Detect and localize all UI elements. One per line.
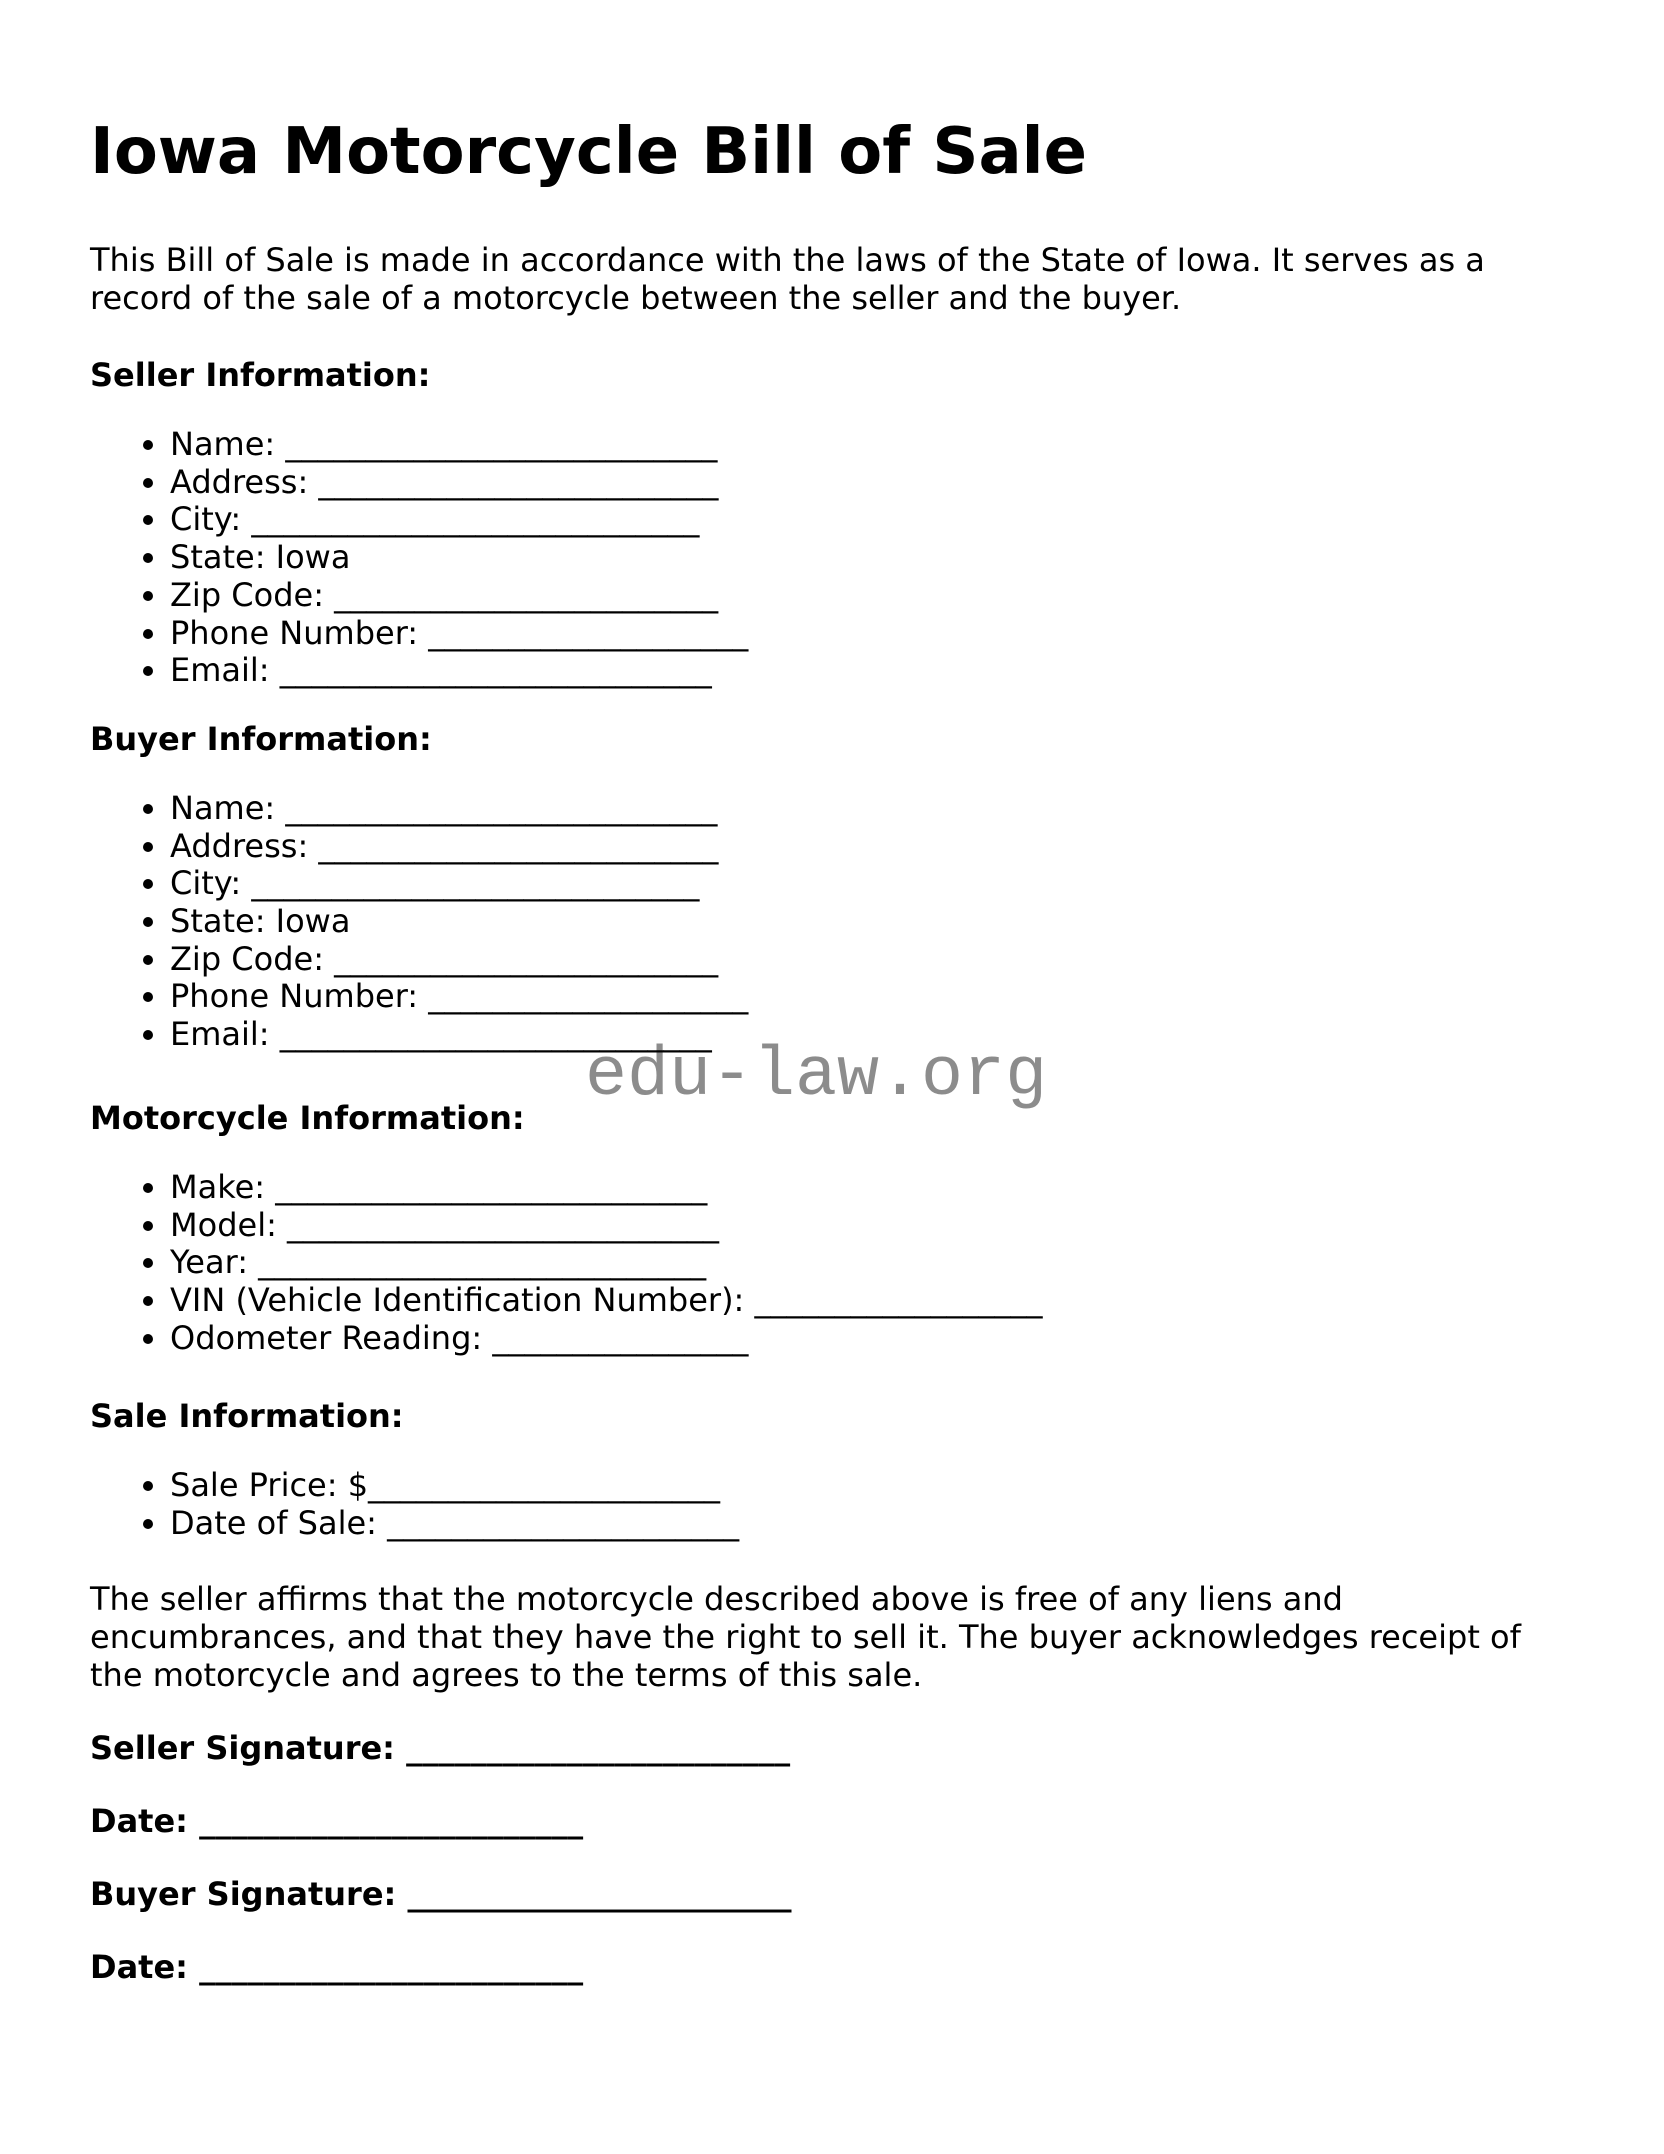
sale-information-list bbox=[90, 1467, 1574, 1542]
sale-field-sale-price: • Sale Price: $______________________ bbox=[170, 1467, 1574, 1505]
seller-signature-date-line: Date: ________________________ bbox=[90, 1801, 584, 1840]
seller-information-list bbox=[90, 426, 1574, 690]
motorcycle-information-list bbox=[90, 1169, 1574, 1358]
seller-field-email: • Email: ___________________________ bbox=[170, 652, 1574, 690]
section-heading-sale-information: Sale Information: bbox=[90, 1397, 404, 1436]
buyer-field-name: • Name: ___________________________ bbox=[170, 790, 1574, 828]
buyer-field-state: • State: Iowa bbox=[170, 903, 1574, 941]
buyer-information-list bbox=[90, 790, 1574, 1054]
seller-field-phone-number: • Phone Number: ____________________ bbox=[170, 615, 1574, 653]
buyer-signature-date-line: Date: ________________________ bbox=[90, 1947, 584, 1986]
buyer-field-zip-code: • Zip Code: ________________________ bbox=[170, 941, 1574, 979]
seller-field-address: • Address: _________________________ bbox=[170, 464, 1574, 502]
affirmation-line-2: encumbrances, and that they have the right to sell it. The buyer acknowledges receipt of bbox=[90, 1617, 1521, 1656]
buyer-signature-line: Buyer Signature: ________________________ bbox=[90, 1874, 792, 1913]
seller-field-state: • State: Iowa bbox=[170, 539, 1574, 577]
buyer-field-city: • City: ____________________________ bbox=[170, 865, 1574, 903]
affirmation-line-1: The seller affirms that the motorcycle described above is free of any liens and bbox=[90, 1579, 1343, 1618]
motorcycle-field-odometer-reading: • Odometer Reading: ________________ bbox=[170, 1320, 1574, 1358]
affirmation-paragraph bbox=[90, 1580, 1574, 1694]
intro-line-2: record of the sale of a motorcycle between the seller and the buyer. bbox=[90, 279, 1182, 317]
intro-line-1: This Bill of Sale is made in accordance with the laws of the State of Iowa. It serves as a bbox=[90, 241, 1485, 279]
motorcycle-field-vin: • VIN (Vehicle Identification Number): __________________ bbox=[170, 1282, 1574, 1320]
section-heading-seller-information: Seller Information: bbox=[90, 356, 431, 394]
seller-field-zip-code: • Zip Code: ________________________ bbox=[170, 577, 1574, 615]
motorcycle-field-model: • Model: ___________________________ bbox=[170, 1207, 1574, 1245]
seller-signature-line: Seller Signature: ________________________ bbox=[90, 1728, 791, 1767]
motorcycle-field-year: • Year: ____________________________ bbox=[170, 1244, 1574, 1282]
intro-paragraph bbox=[90, 241, 1574, 317]
buyer-field-phone-number: • Phone Number: ____________________ bbox=[170, 978, 1574, 1016]
section-heading-motorcycle-information: Motorcycle Information: bbox=[90, 1098, 525, 1137]
affirmation-line-3: the motorcycle and agrees to the terms of this sale. bbox=[90, 1655, 923, 1694]
buyer-field-address: • Address: _________________________ bbox=[170, 828, 1574, 866]
document-content bbox=[90, 115, 1574, 1986]
motorcycle-field-make: • Make: ___________________________ bbox=[170, 1169, 1574, 1207]
document-title: Iowa Motorcycle Bill of Sale bbox=[90, 115, 1087, 189]
section-heading-buyer-information: Buyer Information: bbox=[90, 719, 432, 758]
buyer-field-email: • Email: ___________________________ bbox=[170, 1016, 1574, 1054]
watermark: edu-law.org bbox=[585, 1037, 1048, 1116]
sale-field-date-of-sale: • Date of Sale: ______________________ bbox=[170, 1505, 1574, 1543]
seller-field-city: • City: ____________________________ bbox=[170, 501, 1574, 539]
seller-field-name: • Name: ___________________________ bbox=[170, 426, 1574, 464]
